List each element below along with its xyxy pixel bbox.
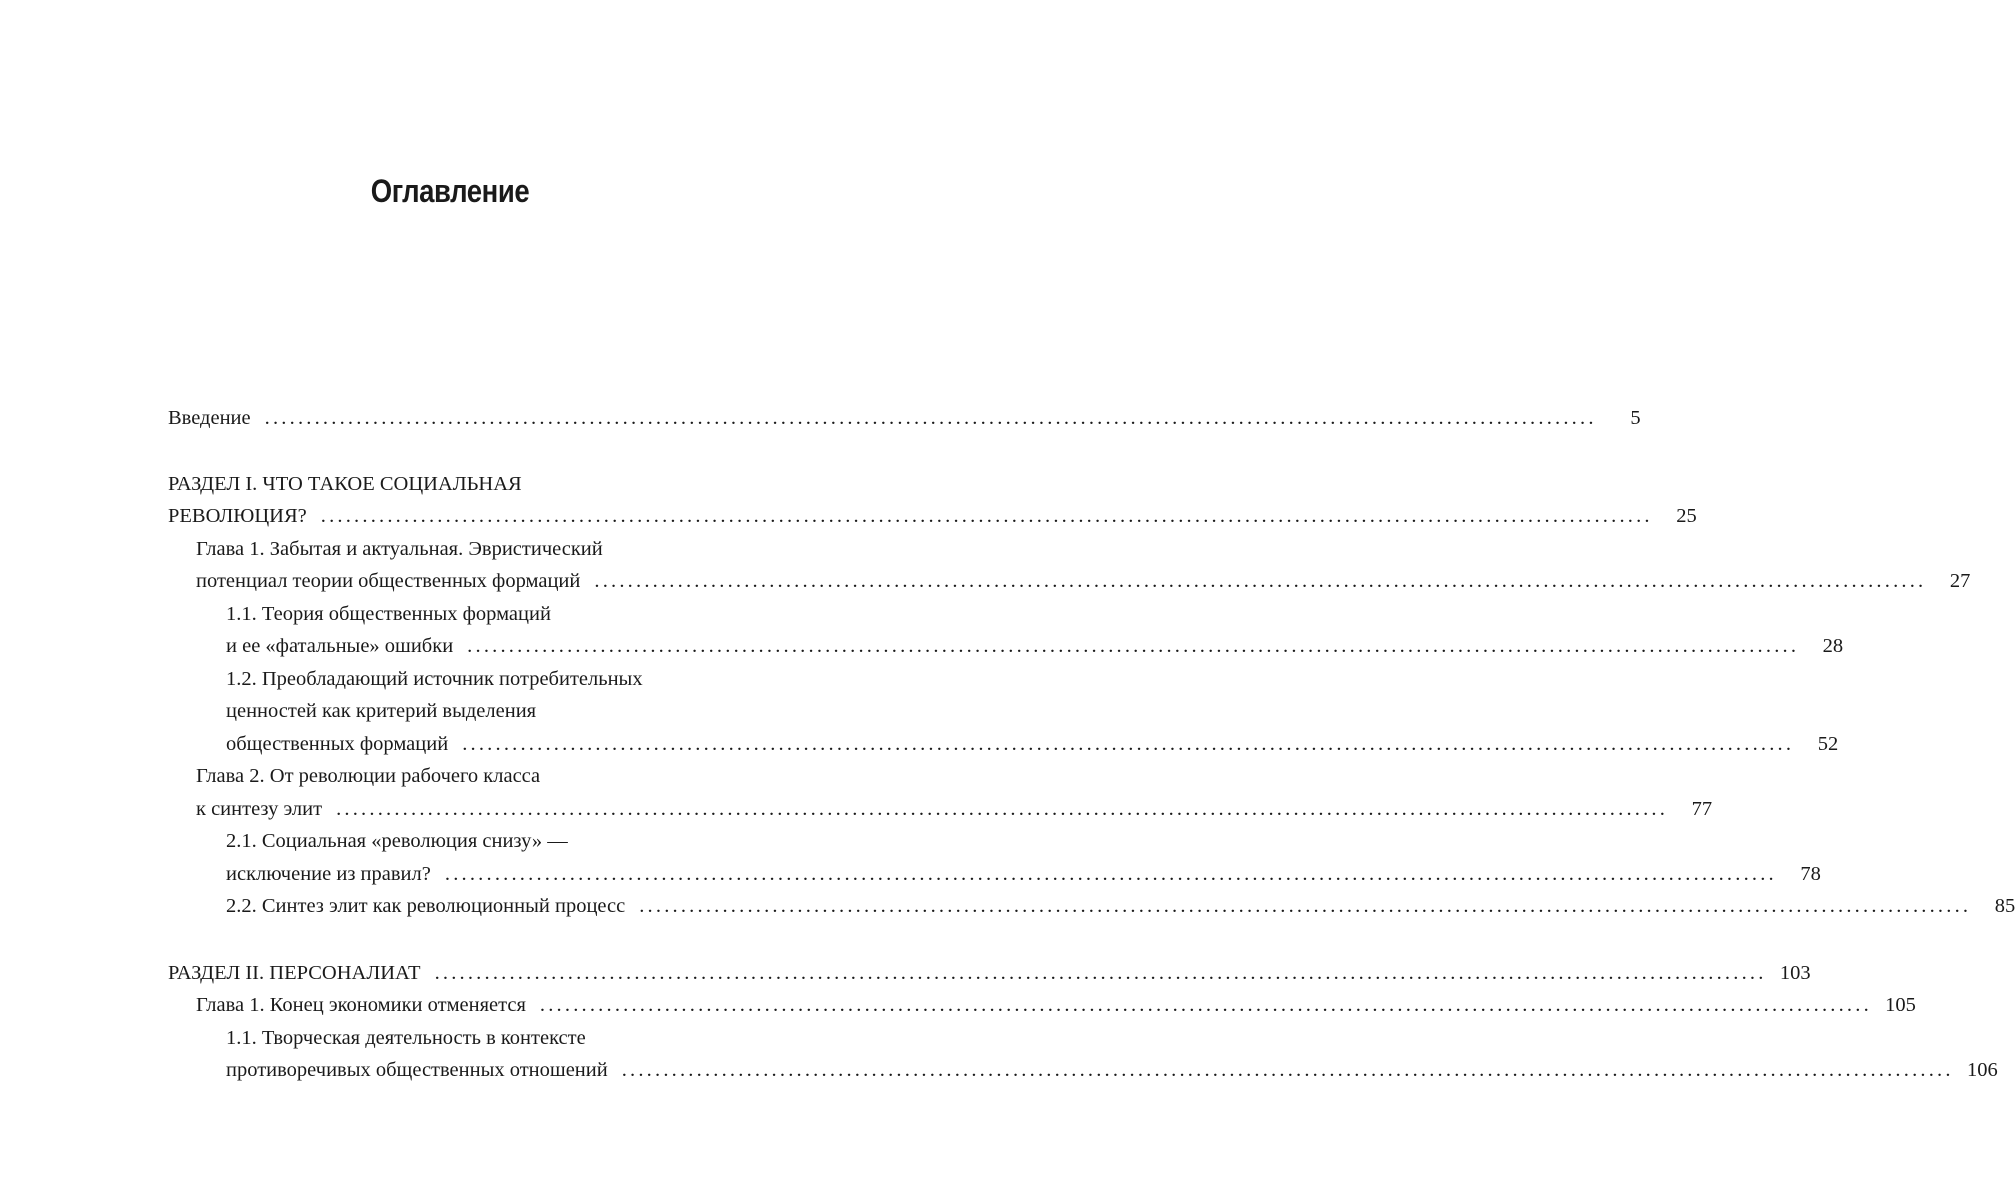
page-title: Оглавление bbox=[370, 173, 530, 210]
toc-entry[interactable] bbox=[168, 663, 1839, 761]
toc-entry-title-line: РАЗДЕЛ I. ЧТО ТАКОЕ СОЦИАЛЬНАЯ bbox=[168, 472, 522, 495]
table-of-contents bbox=[168, 402, 2015, 1087]
dot-leader: ................................................................................................................................................................ bbox=[320, 505, 1653, 527]
toc-entry-title-line: 2.1. Социальная «революция снизу» — bbox=[226, 830, 568, 852]
toc-entry-title-line: исключение из правил? bbox=[226, 862, 431, 885]
toc-entry-title-line: 2.2. Синтез элит как революционный процесс bbox=[226, 895, 626, 917]
toc-entry[interactable] bbox=[168, 1022, 1998, 1087]
toc-entry-title-line: и ее «фатальные» ошибки bbox=[226, 635, 454, 657]
dot-leader: ................................................................................................................................................................ bbox=[264, 407, 1597, 429]
dot-leader: ................................................................................................................................................................ bbox=[594, 570, 1927, 592]
toc-entry-title-line: общественных формаций bbox=[226, 732, 449, 755]
toc-entry[interactable] bbox=[168, 402, 1641, 435]
toc-entry-title-line: Глава 1. Конец экономики отменяется bbox=[196, 994, 526, 1016]
toc-entry-title-line: 1.2. Преобладающий источник потребительных bbox=[226, 667, 643, 690]
toc-entry-title-line: РАЗДЕЛ II. ПЕРСОНАЛИАТ bbox=[168, 961, 421, 984]
toc-entry[interactable] bbox=[168, 989, 1916, 1022]
toc-entry-title-line: противоречивых общественных отношений bbox=[226, 1059, 608, 1081]
toc-page-number: 78 bbox=[1800, 862, 1821, 885]
toc-entry-title-line: Глава 1. Забытая и актуальная. Эвристический bbox=[196, 537, 603, 560]
toc-entry[interactable] bbox=[168, 760, 1713, 825]
toc-entry-title-line: Введение bbox=[168, 407, 251, 429]
toc-page-number: 103 bbox=[1779, 961, 1811, 984]
toc-page-number: 25 bbox=[1676, 505, 1697, 527]
toc-page-number: 77 bbox=[1691, 797, 1713, 820]
toc-entry-title-line: 1.1. Теория общественных формаций bbox=[226, 602, 551, 625]
toc-entry[interactable] bbox=[168, 598, 1844, 663]
toc-page-number: 85 bbox=[1994, 895, 2015, 917]
toc-entry-title-line: 1.1. Творческая деятельность в контексте bbox=[226, 1026, 586, 1049]
toc-page-number: 105 bbox=[1885, 994, 1916, 1016]
toc-page-number: 28 bbox=[1822, 635, 1844, 657]
toc-entry[interactable] bbox=[168, 825, 1821, 890]
toc-entry-title-line: РЕВОЛЮЦИЯ? bbox=[168, 505, 307, 527]
toc-entry-title-line: потенциал теории общественных формаций bbox=[196, 570, 581, 592]
dot-leader: ................................................................................................................................................................ bbox=[434, 961, 1767, 984]
toc-entry-title-line: Глава 2. От революции рабочего класса bbox=[196, 765, 541, 787]
dot-leader: ................................................................................................................................................................ bbox=[639, 895, 1972, 917]
dot-leader: ................................................................................................................................................................ bbox=[621, 1059, 1954, 1081]
toc-page-number: 27 bbox=[1949, 570, 1971, 592]
toc-entry-title-line: к синтезу элит bbox=[196, 797, 323, 820]
dot-leader: ................................................................................................................................................................ bbox=[444, 862, 1777, 885]
toc-entry-title-line: ценностей как критерий выделения bbox=[226, 700, 537, 722]
toc-page-number: 5 bbox=[1630, 407, 1641, 429]
toc-entry[interactable] bbox=[168, 468, 1697, 533]
toc-entry[interactable] bbox=[168, 957, 1811, 990]
toc-entry[interactable] bbox=[168, 533, 1971, 598]
dot-leader: ................................................................................................................................................................ bbox=[462, 732, 1795, 755]
dot-leader: ................................................................................................................................................................ bbox=[336, 797, 1669, 820]
dot-leader: ................................................................................................................................................................ bbox=[539, 994, 1872, 1016]
toc-entry[interactable] bbox=[168, 890, 2015, 923]
dot-leader: ................................................................................................................................................................ bbox=[467, 635, 1800, 657]
toc-page-number: 52 bbox=[1817, 732, 1839, 755]
toc-page-number: 106 bbox=[1966, 1059, 1998, 1081]
